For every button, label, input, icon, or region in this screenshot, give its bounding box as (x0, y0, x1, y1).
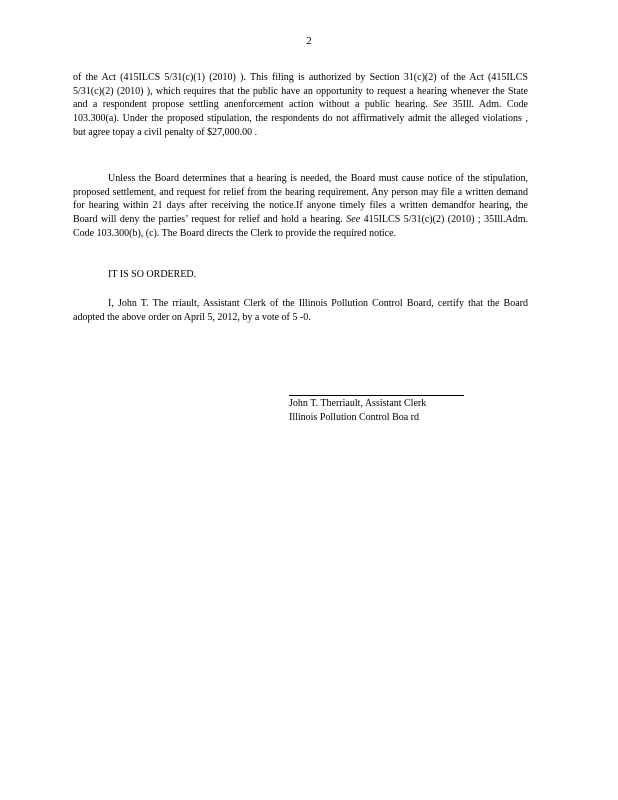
signatory-organization: Illinois Pollution Control Boa rd (289, 412, 420, 423)
paragraph-hearing-notice (73, 172, 528, 241)
paragraph-hearing-notice-text-a: Unless the Board determines that a hearing is needed, the Board must cause notice of the stipulation, proposed settlement, and request for relief from the hearing requirement. Any person may file a written demand for hearing within 21 days after receiving the notice.If anyone timely files a written demandfor hearing, the Board will deny the parties’ request for relief and hold a hearing. (73, 173, 528, 226)
signatory-name: John T. Therriault, Assistant Clerk (289, 398, 427, 409)
paragraph-filing-authority-text-b: 35Ill. Adm. Code 103.300(a). Under the proposed stipulation, the respondents do not affirmatively admit the alleged violations , but agree topay a civil penalty of $27,000.00 . (73, 99, 528, 138)
order-statement: IT IS SO ORDERED. (108, 269, 197, 280)
page-number: 2 (306, 35, 312, 47)
see-citation-signal: See (346, 214, 361, 226)
clerk-certification: I, John T. The rriault, Assistant Clerk of the Illinois Pollution Control Board, certify that the Board adopted the above order on April 5, 2012, by a vote of 5 -0. (73, 298, 528, 323)
see-citation-signal: See (433, 99, 448, 111)
paragraph-filing-authority (73, 71, 528, 140)
signature-line (289, 395, 464, 396)
paragraph-hearing-notice-text-b: 415ILCS 5/31(c)(2) (2010) ; 35Ill.Adm. Code 103.300(b), (c). The Board directs the Clerk to provide the required notice. (73, 214, 528, 239)
paragraph-filing-authority-text-a: of the Act (415ILCS 5/31(c)(1) (2010) ). This filing is authorized by Section 31(c)(2) of the Act (415ILCS 5/31(c)(2) (2010) ), which requires that the public have an opportunity to request a hearing whenever the State and a respondent propose settling anenforcement action without a public hearing. (73, 72, 528, 111)
